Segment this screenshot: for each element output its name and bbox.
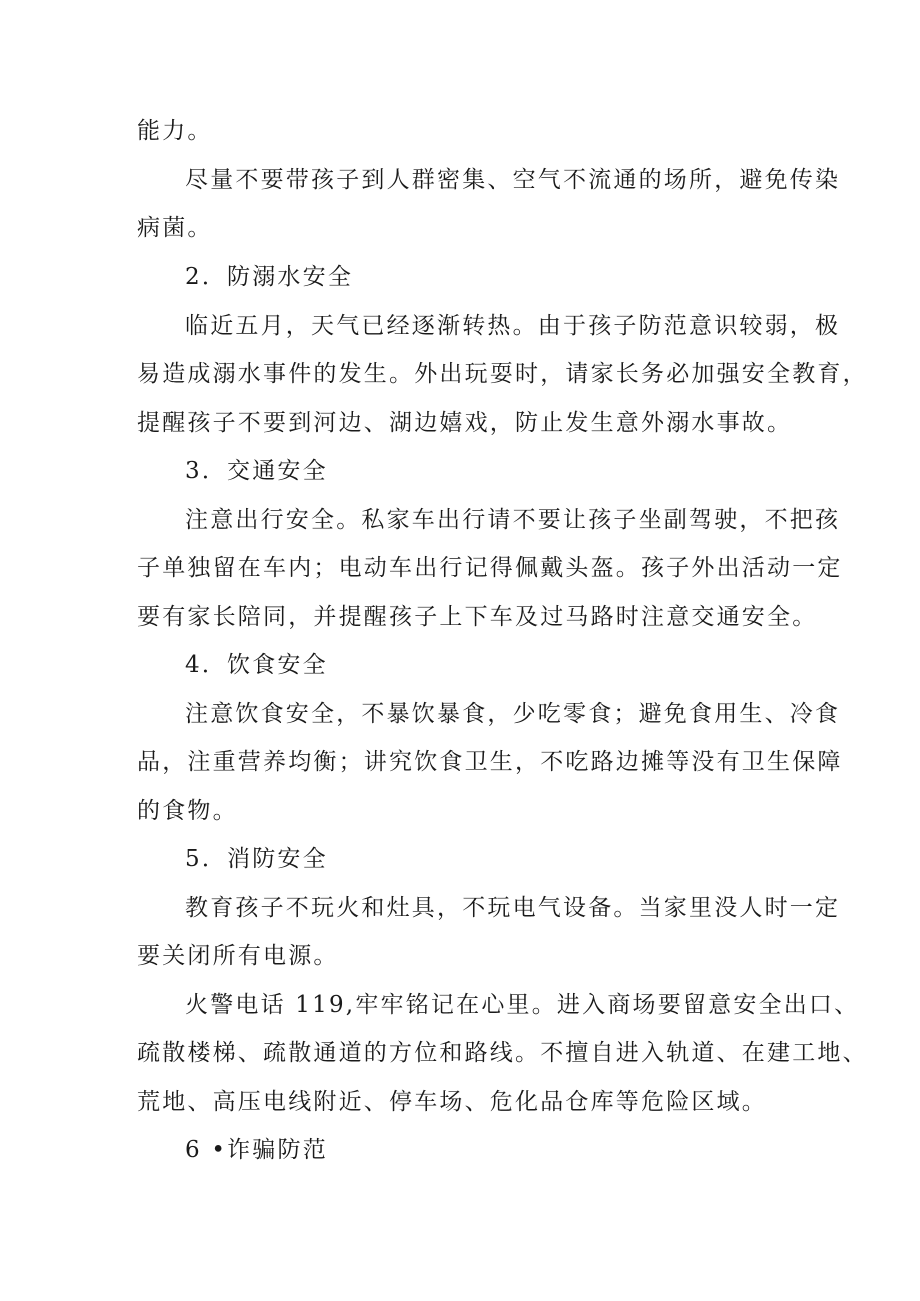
section-heading: 5．消防安全 xyxy=(185,846,328,872)
paragraph-line: 能力。 xyxy=(137,118,213,144)
section-heading: 2．防溺水安全 xyxy=(185,264,354,290)
paragraph-line: 注意出行安全。私家车出行请不要让孩子坐副驾驶，不把孩 xyxy=(185,507,841,533)
paragraph-line: 病菌。 xyxy=(137,215,213,241)
paragraph-line: 尽量不要带孩子到人群密集、空气不流通的场所，避免传染 xyxy=(185,167,841,193)
section-heading: 6 •诈骗防范 xyxy=(185,1137,328,1163)
paragraph-line: 品，注重营养均衡；讲究饮食卫生，不吃路边摊等没有卫生保障 xyxy=(137,749,843,775)
paragraph-line: 的食物。 xyxy=(137,798,238,824)
paragraph-line: 注意饮食安全，不暴饮暴食，少吃零食；避免食用生、冷食 xyxy=(185,701,841,727)
paragraph-line: 火警电话 119,牢牢铭记在心里。进入商场要留意安全出口、 xyxy=(185,992,860,1018)
paragraph-line: 疏散楼梯、疏散通道的方位和路线。不擅自进入轨道、在建工地、 xyxy=(137,1040,868,1066)
section-heading: 4．饮食安全 xyxy=(185,652,328,678)
paragraph-line: 临近五月，天气已经逐渐转热。由于孩子防范意识较弱，极 xyxy=(185,313,841,339)
paragraph-line: 荒地、高压电线附近、停车场、危化品仓库等危险区域。 xyxy=(137,1089,767,1115)
paragraph-line: 要关闭所有电源。 xyxy=(137,943,339,969)
paragraph-line: 要有家长陪同，并提醒孩子上下车及过马路时注意交通安全。 xyxy=(137,604,818,630)
section-heading: 3．交通安全 xyxy=(185,458,328,484)
paragraph-line: 易造成溺水事件的发生。外出玩耍时，请家长务必加强安全教育， xyxy=(137,361,868,387)
paragraph-line: 提醒孩子不要到河边、湖边嬉戏，防止发生意外溺水事故。 xyxy=(137,410,793,436)
paragraph-line: 教育孩子不玩火和灶具，不玩电气设备。当家里没人时一定 xyxy=(185,895,841,921)
paragraph-line: 子单独留在车内；电动车出行记得佩戴头盔。孩子外出活动一定 xyxy=(137,555,843,581)
